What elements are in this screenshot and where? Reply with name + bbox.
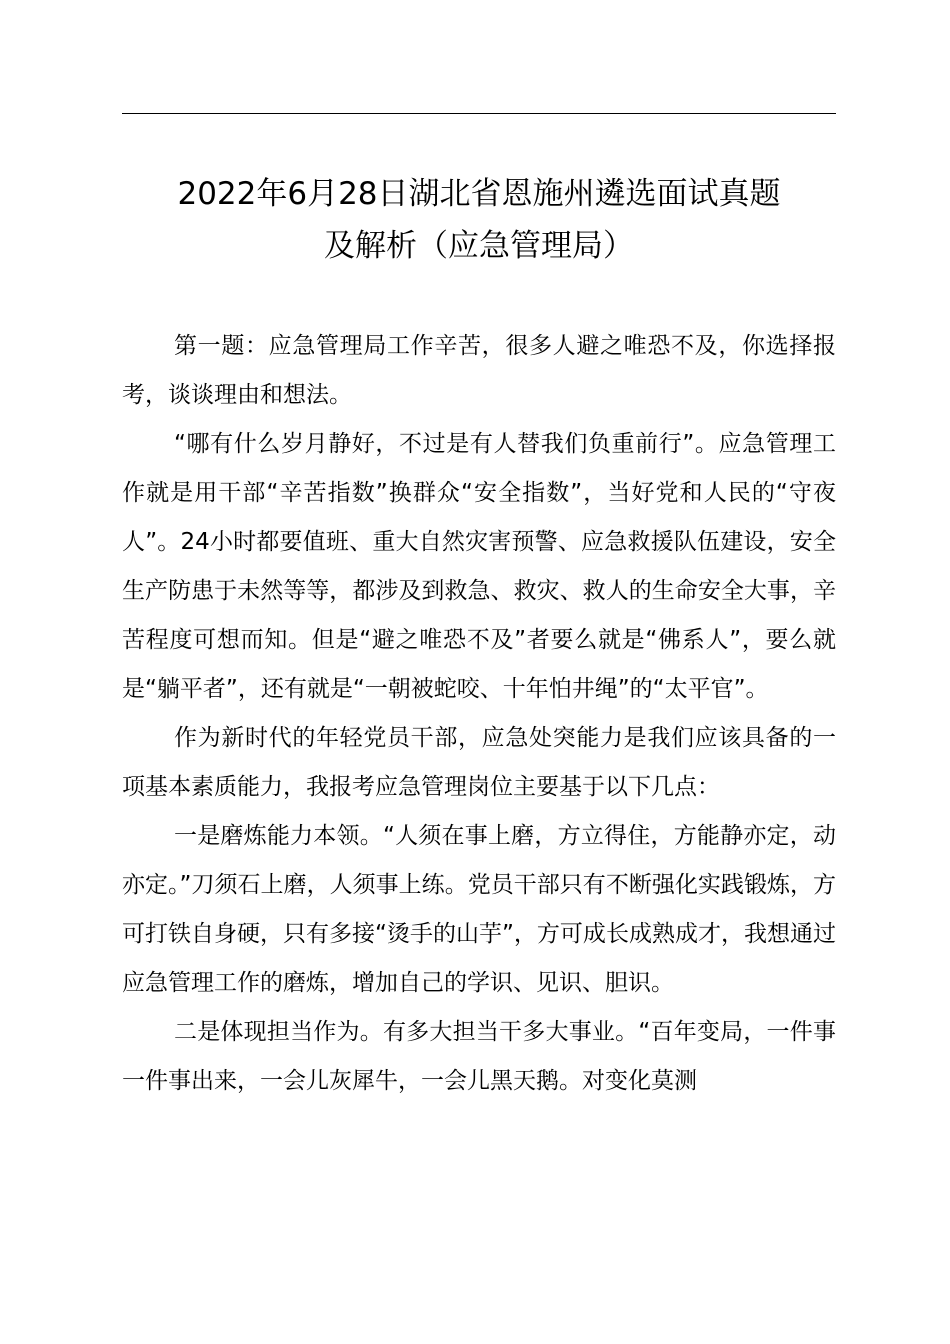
header-rule [122, 113, 836, 114]
paragraph-point-two: 二是体现担当作为。有多大担当干多大事业。“百年变局，一件事一件事出来，一会儿灰犀牛，一会儿黑天鹅。对变化莫测 [122, 1019, 836, 1094]
paragraph-reasons-lead: 作为新时代的年轻党员干部，应急处突能力是我们应该具备的一项基本素质能力，我报考应急管理岗位主要基于以下几点： [122, 725, 836, 800]
paragraph-point-one: 一是磨炼能力本领。“人须在事上磨，方立得住，方能静亦定，动亦定。”刀须石上磨，人须事上练。党员干部只有不断强化实践锻炼，方可打铁自身硬，只有多接“烫手的山芋”，方可成长成熟成才，我想通过应急管理工作的磨炼，增加自己的学识、见识、胆识。 [122, 823, 836, 996]
paragraph-intro: “哪有什么岁月静好，不过是有人替我们负重前行”。应急管理工作就是用干部“辛苦指数”换群众“安全指数”，当好党和人民的“守夜人”。24小时都要值班、重大自然灾害预警、应急救援队伍建设，安全生产防患于未然等等，都涉及到救急、救灾、救人的生命安全大事，辛苦程度可想而知。但是“避之唯恐不及”者要么就是“佛系人”，要么就是“躺平者”，还有就是“一朝被蛇咬、十年怕井绳”的“太平官”。 [122, 431, 836, 702]
paragraph-question: 第一题：应急管理局工作辛苦，很多人避之唯恐不及，你选择报考，谈谈理由和想法。 [122, 333, 836, 408]
title-line-2: 及解析（应急管理局） [324, 228, 634, 264]
title-line-1: 2022年6月28日湖北省恩施州遴选面试真题 [177, 176, 781, 212]
document-title [122, 168, 836, 272]
document-body [122, 322, 836, 1106]
